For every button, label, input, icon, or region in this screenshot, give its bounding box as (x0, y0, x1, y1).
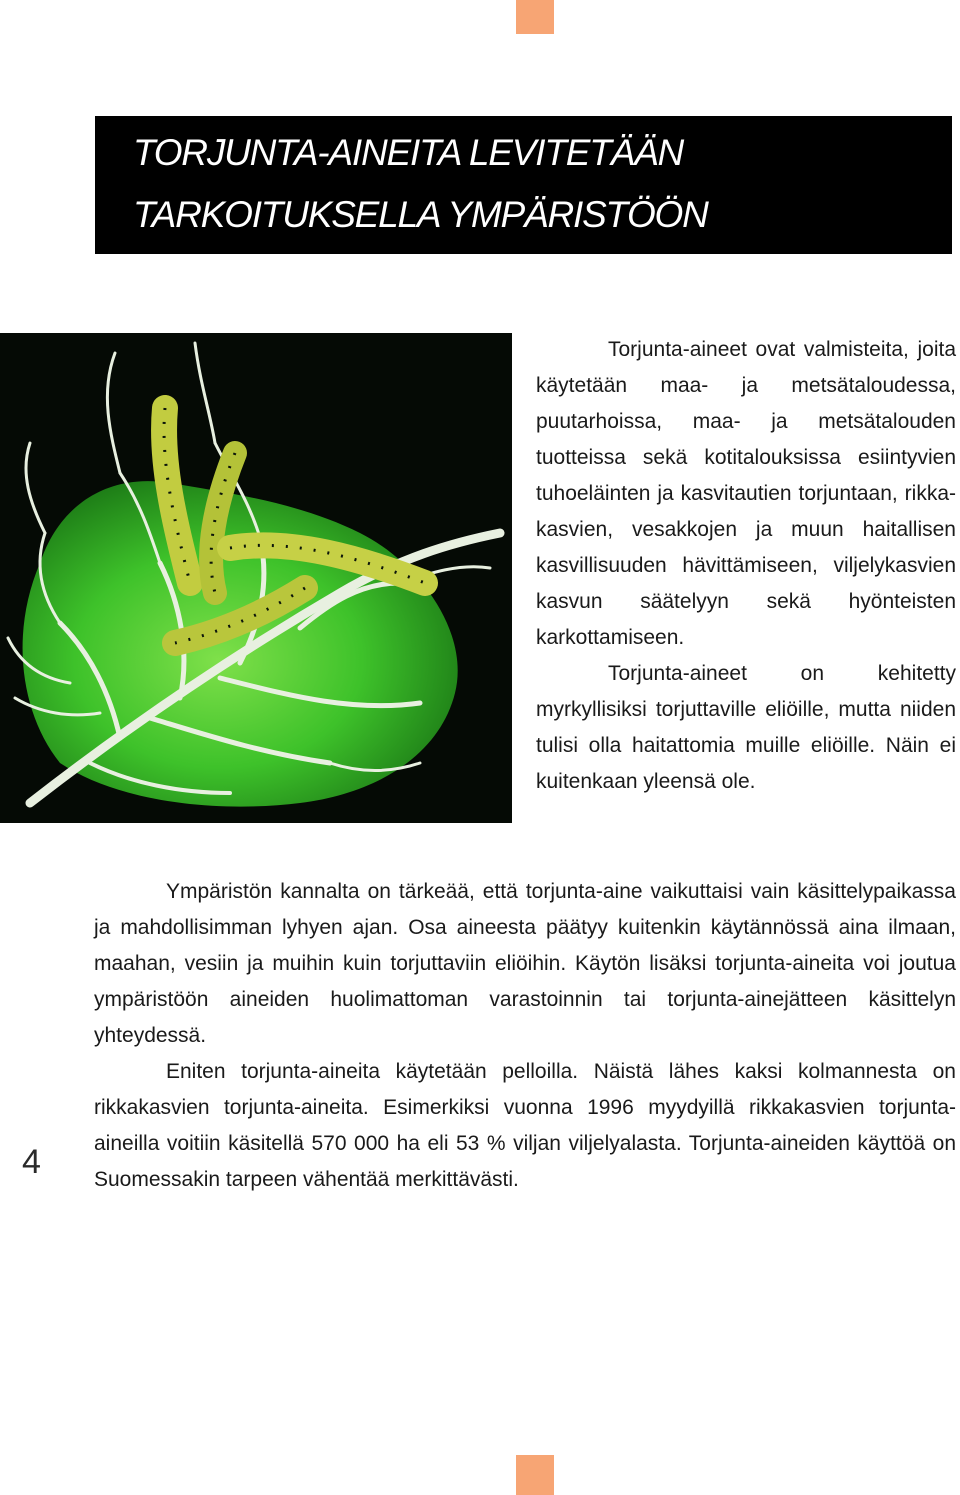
caterpillar-photo (0, 333, 512, 823)
intro-column (536, 332, 956, 800)
title-line-2: TARKOITUKSELLA YMPÄRISTÖÖN (133, 194, 708, 235)
body-paragraph-1: Ympäristön kannalta on tärkeää, että torjunta-aine vaikuttaisi vain käsittelypaikassa ja mahdollisimman lyhyen ajan. Osa aineesta päätyy kuitenkin käytännössä aina ilmaan, maahan, vesiin ja muihin kuin torjuttaviin eliöihin. Käytön lisäksi torjunta-aineita voi joutua ympäristöön aineiden huolimattoman varastoinnin tai torjunta-ainejätteen käsittelyn yhteydessä. (94, 880, 956, 1047)
title-line-1: TORJUNTA-AINEITA LEVITETÄÄN (133, 132, 684, 173)
title-banner (95, 116, 952, 254)
top-accent-tab (516, 0, 554, 34)
bottom-accent-tab (516, 1455, 554, 1495)
caterpillar-illustration (0, 333, 512, 823)
page-number: 4 (22, 1143, 41, 1181)
intro-paragraph-2: Torjunta-aineet on kehitetty myrkyllisiksi torjuttaville eliöille, mutta niiden tulisi olla haitattomia muille eliöille. Näin ei kuitenkaan yleensä ole. (536, 662, 956, 793)
body-paragraph-2: Eniten torjunta-aineita käytetään pelloilla. Näistä lähes kaksi kolmannesta on rikkakasvien torjunta-aineita. Esimerkiksi vuonna 1996 myydyillä rikkakasvien torjunta-aineilla voitiin käsitellä 570 000 ha eli 53 % viljan viljelyalasta. Torjunta-aineiden käyttöä on Suomessakin tarpeen vähentää merkittävästi. (94, 1060, 956, 1191)
intro-paragraph-1: Torjunta-aineet ovat valmisteita, joita käytetään maa- ja metsätaloudessa, puutarhoissa, maa- ja metsätalouden tuotteissa sekä kotitalouksissa esiintyvien tuhoeläinten ja kasvitautien torjuntaan, rikkakasvien, vesakkojen ja muun haitallisen kasvillisuuden hävittämiseen, viljelykasvien kasvun säätelyyn sekä hyönteisten karkottamiseen. (536, 338, 956, 649)
body-text (94, 874, 956, 1198)
